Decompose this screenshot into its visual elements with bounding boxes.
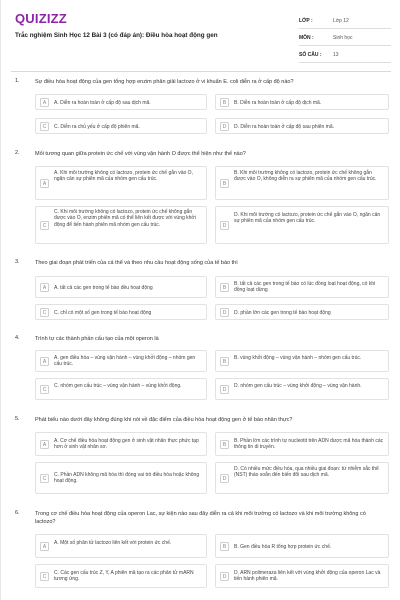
option-letter: B — [220, 440, 229, 449]
option-text: D. Có nhiều mức điều hòa, qua nhiều giai đoạn: từ nhiễm sắc thể (NST) tháo soắn đến biến đổi sau dịch mã. — [234, 466, 379, 479]
option-text: D. Khi môi trường có lactozo, protein ức chế gắn vào O, ngăn cản sự phiên mã của nhóm gen cấu trúc. — [234, 212, 381, 225]
option-text: C. Diễn ra chủ yếu ở cấp độ phiên mã. — [54, 123, 140, 130]
option-a[interactable] — [35, 276, 207, 298]
question-number: 3. — [15, 259, 20, 265]
meta-row-question-count — [299, 48, 391, 63]
option-c[interactable] — [35, 378, 207, 400]
option-letter: C — [40, 385, 49, 394]
option-c[interactable] — [35, 304, 207, 320]
option-b[interactable] — [215, 166, 389, 200]
option-letter: B — [220, 283, 229, 292]
quizizz-logo: QUIZIZZ — [15, 11, 67, 26]
option-letter: A — [40, 98, 49, 107]
question-text: Trình tự các thành phần cấu tạo của một operon là — [35, 336, 159, 342]
option-b[interactable] — [215, 350, 389, 372]
page-title: Trắc nghiệm Sinh Học 12 Bài 3 (có đáp án): Điều hòa hoạt động gen — [15, 32, 218, 39]
question-text: Phát biểu nào dưới đây không đúng khi nói về đặc điểm của điều hòa hoạt động gen ở tế bào nhân thực? — [35, 417, 293, 423]
option-letter: C — [40, 122, 49, 131]
option-letter: D — [220, 221, 229, 230]
question-text: Mối tương quan giữa protein ức chế với vùng vận hành O được thể hiện như thế nào? — [35, 151, 246, 157]
option-text: B. Diễn ra hoàn toàn ở cấp độ dịch mã. — [234, 99, 322, 106]
option-letter: C — [40, 221, 49, 230]
option-text: A. Một số phân tử lactozo liên kết với protein ức chế. — [54, 540, 172, 546]
option-text: C. Các gen cấu trúc Z, Y, A phiên mã tạo ra các phân tử mARN tương ứng. — [54, 570, 194, 583]
option-letter: A — [40, 357, 49, 366]
option-text: C. Khi môi trường không có lactozo, protein ức chế không gắn được vào O, enzim phiên mã có thể liên kết được với vùng khởi động để tiến hành phiên mã nhóm gen cấu trúc. — [54, 209, 196, 228]
option-letter: A — [40, 179, 49, 188]
option-letter: D — [220, 308, 229, 317]
question-text: Sự điều hòa hoạt động của gen tổng hợp enzim phân giải lactozo ở vi khuẩn E. coli diễn ra ở cấp độ nào? — [35, 79, 294, 85]
option-d[interactable] — [215, 378, 389, 400]
question-number: 6. — [15, 510, 20, 516]
option-c[interactable] — [35, 118, 207, 134]
question-text: Trong cơ chế điều hòa hoạt động của operon Lac, sự kiện nào sau đây diễn ra cả khi môi trường có lactozo và khi môi trường không có lactozo? — [35, 511, 366, 525]
option-letter: B — [220, 542, 229, 551]
header-divider — [11, 71, 391, 72]
meta-value: 13 — [333, 52, 339, 58]
option-b[interactable] — [215, 432, 389, 456]
option-b[interactable] — [215, 276, 389, 298]
option-letter: C — [40, 572, 49, 581]
meta-label: LỚP : — [299, 18, 313, 24]
option-d[interactable] — [215, 564, 389, 588]
question-number: 1. — [15, 78, 20, 84]
question-number: 4. — [15, 335, 20, 341]
option-c[interactable] — [35, 462, 207, 494]
meta-value: Lớp 12 — [333, 18, 349, 24]
option-a[interactable] — [35, 94, 207, 110]
option-text: B. vùng khởi động – vùng vận hành – nhóm gen cấu trúc. — [234, 355, 362, 361]
option-a[interactable] — [35, 350, 207, 372]
option-d[interactable] — [215, 462, 389, 494]
option-text: A. Khi môi trường không có lactozo, protein ức chế gắn vào O, ngăn cản sự phiên mã của nhóm gen cấu trúc. — [54, 170, 193, 183]
meta-row-class — [299, 14, 391, 29]
option-letter: A — [40, 440, 49, 449]
option-letter: B — [220, 357, 229, 366]
option-text: B. Gen điều hòa R tổng hợp protein ức chế. — [234, 543, 332, 550]
option-text: C. Phần ADN không mã hóa thì đóng vai trò điều hòa hoặc không hoạt động. — [54, 472, 200, 485]
option-text: B. Phần lớn các trình tự nucleotit trên ADN được mã hóa thành các thông tin di truyền. — [234, 438, 384, 451]
meta-panel — [299, 14, 391, 65]
option-letter: D — [220, 474, 229, 483]
option-letter: D — [220, 122, 229, 131]
option-text: D. nhóm gen cấu trúc – vùng khởi động – vùng vận hành. — [234, 383, 362, 389]
option-letter: B — [220, 98, 229, 107]
option-text: C. nhóm gen cấu trúc – vùng vận hành – vùng khởi động. — [54, 383, 182, 389]
option-text: C. chỉ có một số gen trong tế bào hoạt động — [54, 309, 152, 316]
option-letter: D — [220, 385, 229, 394]
option-letter: A — [40, 542, 49, 551]
option-text: A. gen điều hòa – vùng vận hành – vùng khởi động – nhóm gen cấu trúc. — [54, 355, 196, 368]
option-text: A. tất cả các gen trong tế bào đều hoạt động — [54, 284, 153, 291]
option-letter: A — [40, 283, 49, 292]
meta-row-subject — [299, 31, 391, 46]
option-a[interactable] — [35, 166, 207, 200]
option-text: B. Khi môi trường không có lactozo, protein ức chế không gắn được vào O, không diễn ra sự phiên mã của nhóm gen cấu trúc. — [234, 170, 377, 183]
option-text: D. phần lớn các gen trong tế bào hoạt động — [234, 309, 331, 316]
option-b[interactable] — [215, 534, 389, 558]
option-c[interactable] — [35, 206, 207, 244]
option-b[interactable] — [215, 94, 389, 110]
option-text: D. ARN polimeraza liên kết với vùng khởi động của operon Lac và tiến hành phiên mã. — [234, 570, 381, 583]
meta-label: MÔN : — [299, 35, 314, 41]
option-text: A. Diễn ra hoàn toàn ở cấp độ sau dịch mã. — [54, 99, 151, 106]
option-d[interactable] — [215, 206, 389, 244]
option-text: B. tất cả các gen trong tế bào có lúc đồng loạt hoạt động, có khi đồng loạt dừng — [234, 281, 376, 294]
option-a[interactable] — [35, 534, 207, 558]
option-letter: C — [40, 474, 49, 483]
meta-label: SỐ CÂU : — [299, 52, 322, 58]
question-number: 2. — [15, 150, 20, 156]
option-text: A. Cơ chế điều hòa hoạt động gen ở sinh vật nhân thực phức tạp hơn ở sinh vật nhân sơ. — [54, 438, 199, 451]
question-number: 5. — [15, 416, 20, 422]
option-d[interactable] — [215, 304, 389, 320]
option-d[interactable] — [215, 118, 389, 134]
option-text: D. Diễn ra hoàn toàn ở cấp độ sau phiên mã. — [234, 123, 335, 130]
question-text: Theo giai đoạn phát triển của cá thể và theo nhu cầu hoạt động sống của tế bào thì — [35, 260, 238, 266]
option-a[interactable] — [35, 432, 207, 456]
option-letter: B — [220, 179, 229, 188]
option-letter: D — [220, 572, 229, 581]
meta-value: Sinh học — [333, 35, 353, 41]
option-letter: C — [40, 308, 49, 317]
option-c[interactable] — [35, 564, 207, 588]
